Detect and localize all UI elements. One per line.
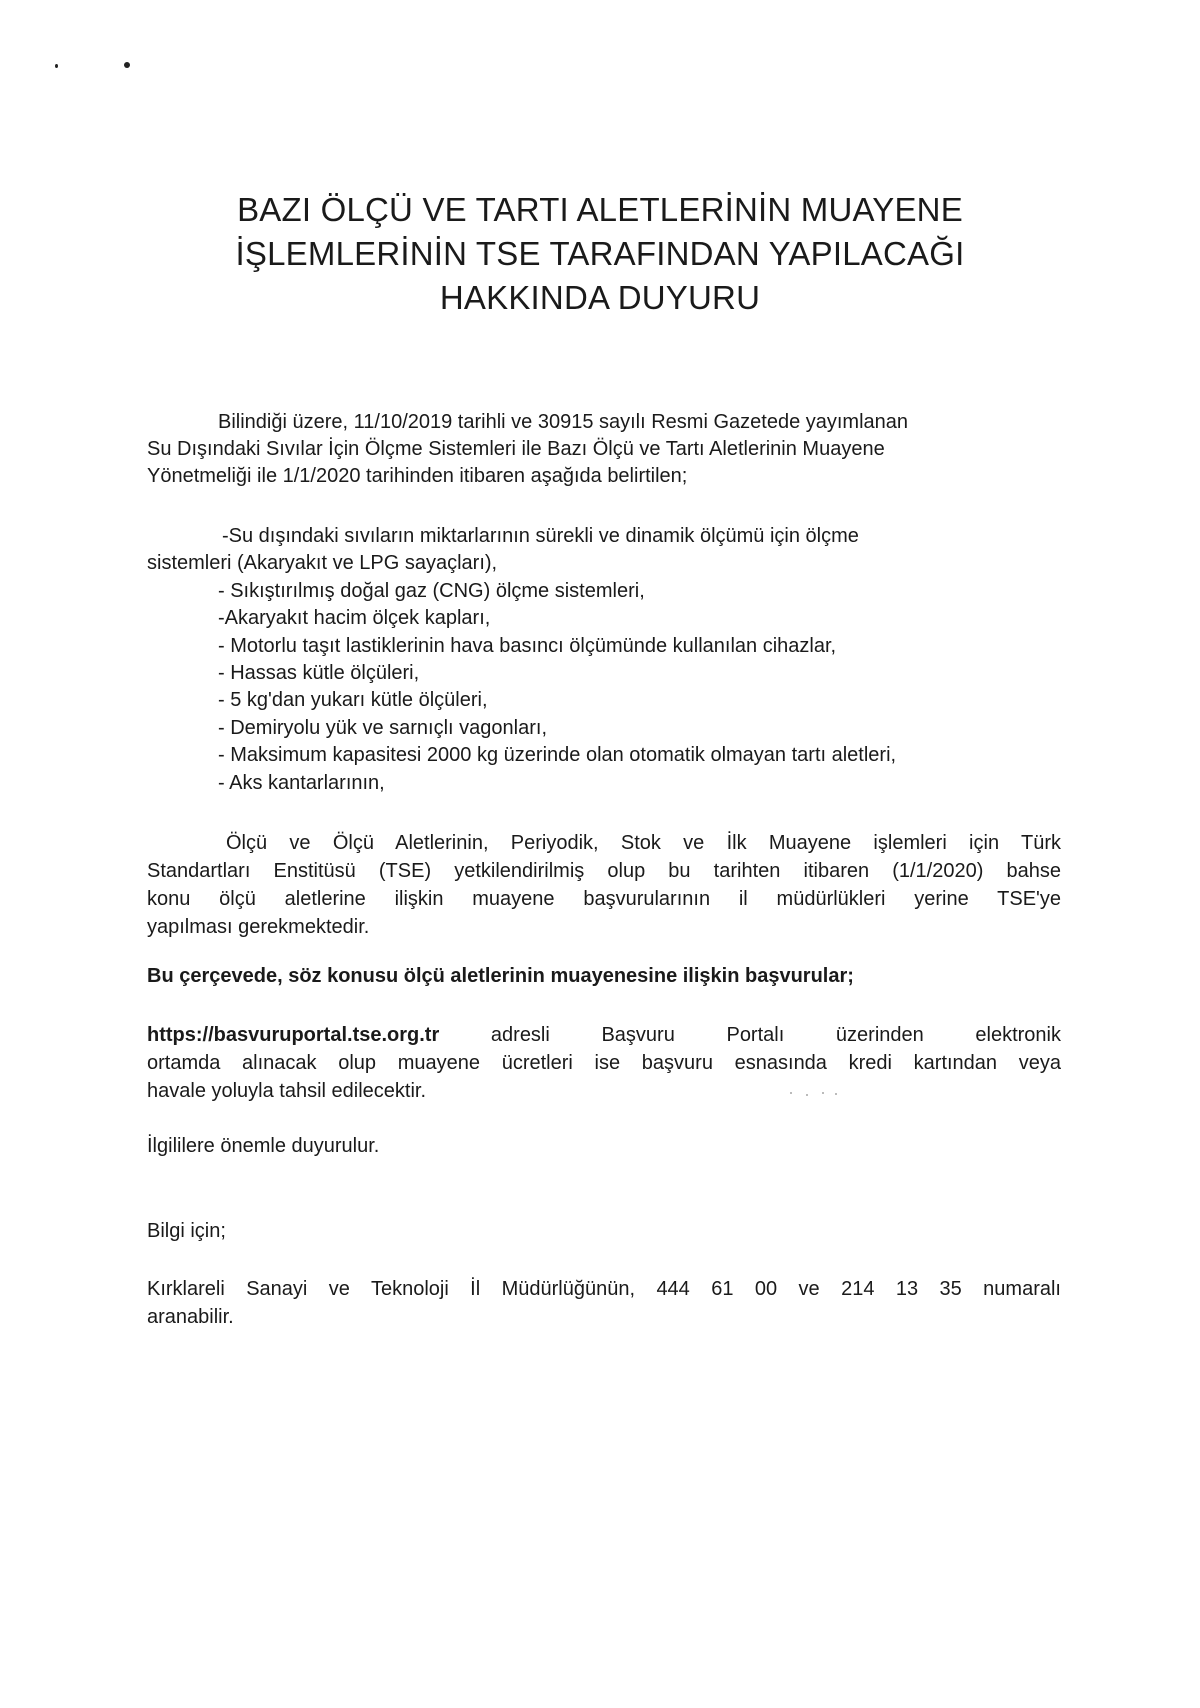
list-item: - Demiryolu yük ve sarnıçlı vagonları, [218,716,548,739]
bold-statement: Bu çerçevede, söz konusu ölçü aletlerinin muayenesine ilişkin başvurular; [147,965,854,987]
paragraph-line: Kırklareli Sanayi ve Teknoloji İl Müdürlüğünün, 444 61 00 ve 214 13 35 numaralı [147,1278,1061,1300]
paragraph-line: havale yoluyla tahsil edilecektir. [147,1080,427,1102]
contact-paragraph [147,1275,1061,1331]
list-item: - Hassas kütle ölçüleri, [218,662,420,685]
portal-paragraph [147,1021,1061,1105]
instrument-list [147,523,1067,797]
list-item: -Su dışındaki sıvıların miktarlarının sürekli ve dinamik ölçümü için ölçme [222,525,859,547]
intro-line: Yönetmeliği ile 1/1/2020 tarihinden itibaren aşağıda belirtilen; [147,465,688,487]
paragraph-line [147,1021,1061,1049]
list-item: - 5 kg'dan yukarı kütle ölçüleri, [218,689,488,712]
scan-speck [806,1094,808,1096]
list-item: - Aks kantarlarının, [218,771,385,794]
paragraph-line: yapılması gerekmektedir. [147,916,370,938]
intro-line: Su Dışındaki Sıvılar İçin Ölçme Sistemleri ile Bazı Ölçü ve Tartı Aletlerinin Muayene [147,438,885,460]
intro-paragraph [147,409,1067,490]
title-line: HAKKINDA DUYURU [439,279,761,316]
list-item: - Sıkıştırılmış doğal gaz (CNG) ölçme sistemleri, [218,579,645,602]
scan-mark [124,62,130,68]
intro-line: Bilindiği üzere, 11/10/2019 tarihli ve 30915 sayılı Resmi Gazetede yayımlanan [218,411,909,433]
list-item: - Maksimum kapasitesi 2000 kg üzerinde olan otomatik olmayan tartı aletleri, [218,744,897,767]
paragraph-line: Standartları Enstitüsü (TSE) yetkilendirilmiş olup bu tarihten itibaren (1/1/2020) bahse [147,860,1061,882]
scan-mark [55,64,58,68]
paragraph-text: adresli Başvuru Portalı üzerinden elektronik [490,1024,1061,1046]
portal-url-link[interactable]: https://basvuruportal.tse.org.tr [147,1024,440,1046]
list-item-continuation: sistemleri (Akaryakıt ve LPG sayaçları), [147,552,498,575]
list-item: -Akaryakıt hacim ölçek kapları, [218,607,491,630]
scan-speck [835,1093,837,1095]
scan-speck [790,1092,792,1094]
scan-speck [822,1092,824,1094]
list-item: - Motorlu taşıt lastiklerinin hava basıncı ölçümünde kullanılan cihazlar, [218,634,837,657]
paragraph-line: Ölçü ve Ölçü Aletlerinin, Periyodik, Stok ve İlk Muayene işlemleri için Türk [226,832,1061,854]
paragraph-line: konu ölçü aletlerine ilişkin muayene başvurularının il müdürlükleri yerine TSE'ye [147,888,1061,910]
paragraph-line: ortamda alınacak olup muayene ücretleri ise başvuru esnasında kredi kartından veya [147,1052,1061,1074]
document-title [140,188,1060,320]
title-line: BAZI ÖLÇÜ VE TARTI ALETLERİNİN MUAYENE [237,191,963,228]
paragraph-line: aranabilir. [147,1306,234,1328]
info-label: Bilgi için; [147,1220,226,1242]
tse-paragraph [147,829,1061,941]
title-line: İŞLEMLERİNİN TSE TARAFINDAN YAPILACAĞI [235,235,965,272]
announcement-line: İlgililere önemle duyurulur. [147,1135,380,1157]
